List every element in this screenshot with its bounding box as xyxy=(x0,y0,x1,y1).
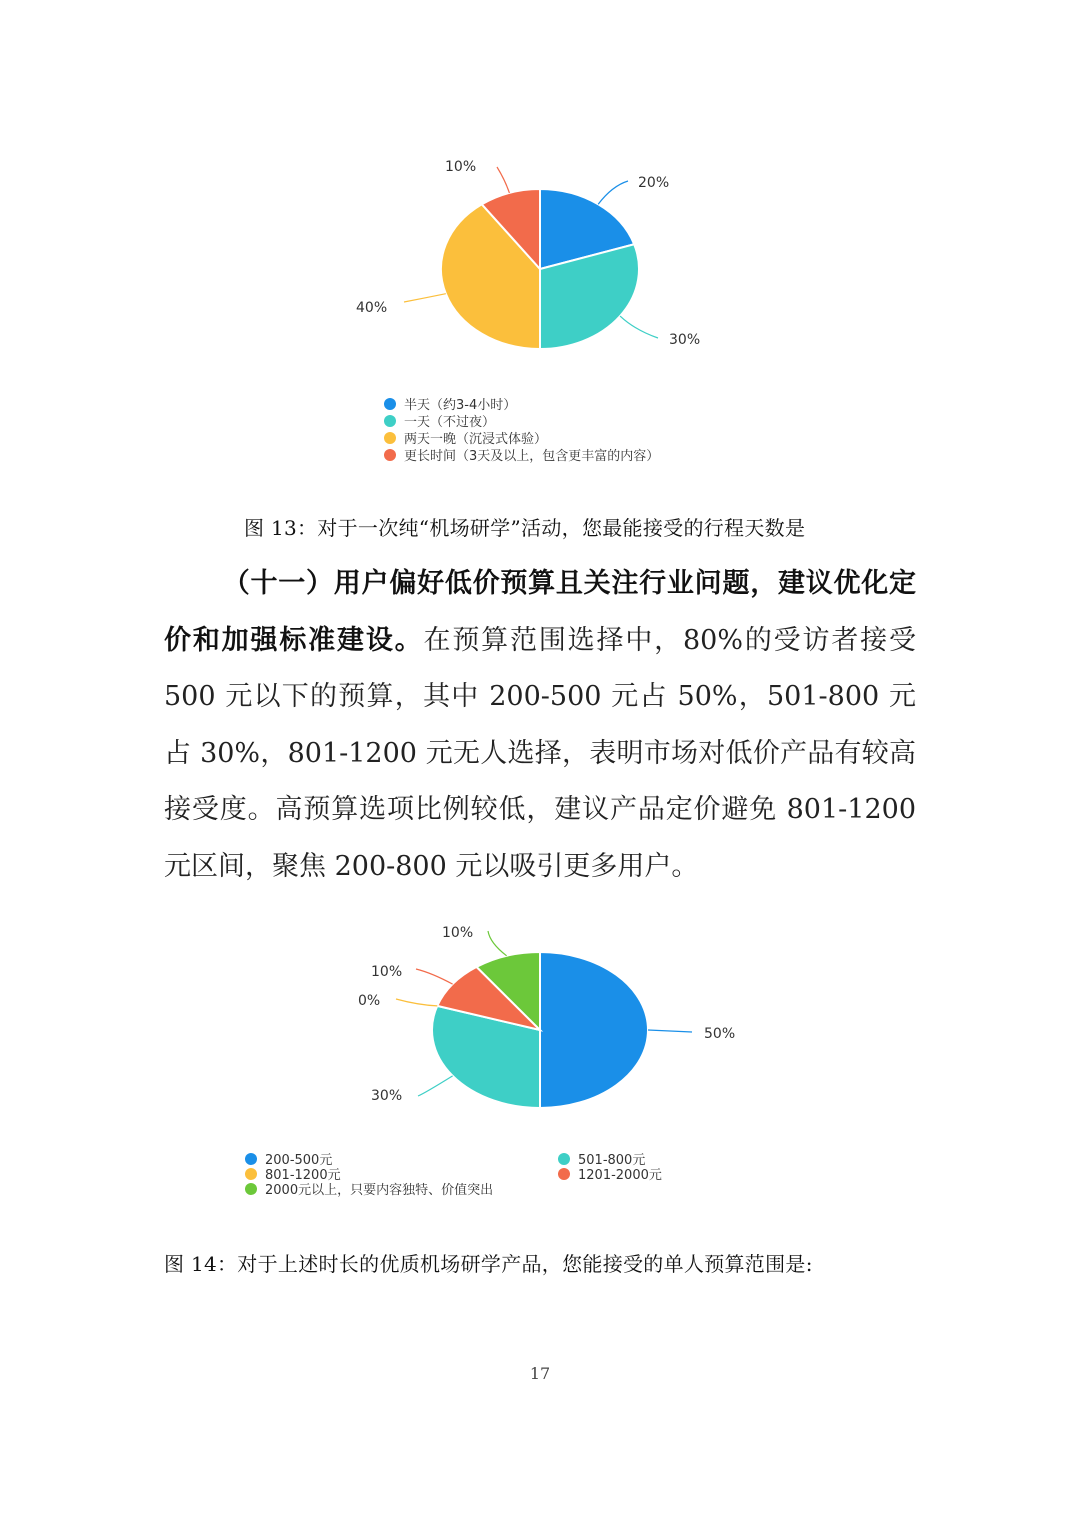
pie-chart-budget-range xyxy=(0,915,1080,1215)
pie-leader-line xyxy=(598,181,628,204)
legend-item: 200-500元 xyxy=(265,1153,333,1168)
section-paragraph xyxy=(164,556,916,895)
pie-leader-line xyxy=(396,999,437,1006)
chart-legend xyxy=(384,397,659,464)
legend-item: 更长时间（3天及以上，包含更丰富的内容） xyxy=(404,449,660,464)
legend-item: 501-800元 xyxy=(578,1153,646,1168)
pie-slice xyxy=(540,952,648,1108)
legend-swatch xyxy=(245,1183,257,1195)
legend-swatch xyxy=(558,1153,570,1165)
legend-swatch xyxy=(384,449,396,461)
figure-13-caption: 图 13：对于一次纯“机场研学”活动，您最能接受的行程天数是 xyxy=(244,516,806,540)
pie-leader-line xyxy=(648,1030,692,1032)
pie-leader-line xyxy=(404,294,446,302)
section-heading: （十一）用户偏好低价预算且关注行业问题，建议优化定价和加强标准建设。 xyxy=(164,568,916,656)
pie-label: 30% xyxy=(669,332,701,348)
pie-label: 0% xyxy=(358,993,381,1009)
legend-item: 两天一晚（沉浸式体验） xyxy=(404,432,548,447)
legend-swatch xyxy=(384,432,396,444)
pie-label: 10% xyxy=(371,964,403,980)
pie-label: 30% xyxy=(371,1088,403,1104)
legend-swatch xyxy=(245,1153,257,1165)
pie-chart-trip-duration xyxy=(0,140,1080,480)
pie-leader-line xyxy=(497,167,509,193)
chart-legend xyxy=(245,1153,662,1198)
figure-14-caption: 图 14：对于上述时长的优质机场研学产品，您能接受的单人预算范围是: xyxy=(164,1252,813,1276)
pie-leader-line xyxy=(620,316,658,338)
pie-label: 10% xyxy=(442,925,474,941)
pie-leader-line xyxy=(488,931,507,956)
section-body: 在预算范围选择中，80%的受访者接受500 元以下的预算，其中 200-500 元占 50%，501-800 元占 30%，801-1200 元无人选择，表明市场对低价产品有较高接受度。高预算选项比例较低，建议产品定价避免 801-1200 元区间，聚焦 200-800 元以吸引更多用户。 xyxy=(164,624,917,882)
legend-item: 1201-2000元 xyxy=(578,1168,662,1183)
legend-swatch xyxy=(384,398,396,410)
pie-leader-line xyxy=(416,969,453,984)
pie-label: 40% xyxy=(356,300,388,316)
pie-label: 20% xyxy=(638,175,670,191)
legend-swatch xyxy=(245,1168,257,1180)
legend-item: 2000元以上，只要内容独特、价值突出 xyxy=(265,1183,494,1198)
pie-label: 50% xyxy=(704,1026,736,1042)
legend-item: 801-1200元 xyxy=(265,1168,341,1183)
legend-swatch xyxy=(558,1168,570,1180)
pie-label: 10% xyxy=(445,159,477,175)
legend-item: 半天（约3-4小时） xyxy=(404,398,517,413)
legend-item: 一天（不过夜） xyxy=(404,415,496,430)
pie-leader-line xyxy=(418,1076,453,1096)
legend-swatch xyxy=(384,415,396,427)
page-number: 17 xyxy=(529,1364,551,1383)
